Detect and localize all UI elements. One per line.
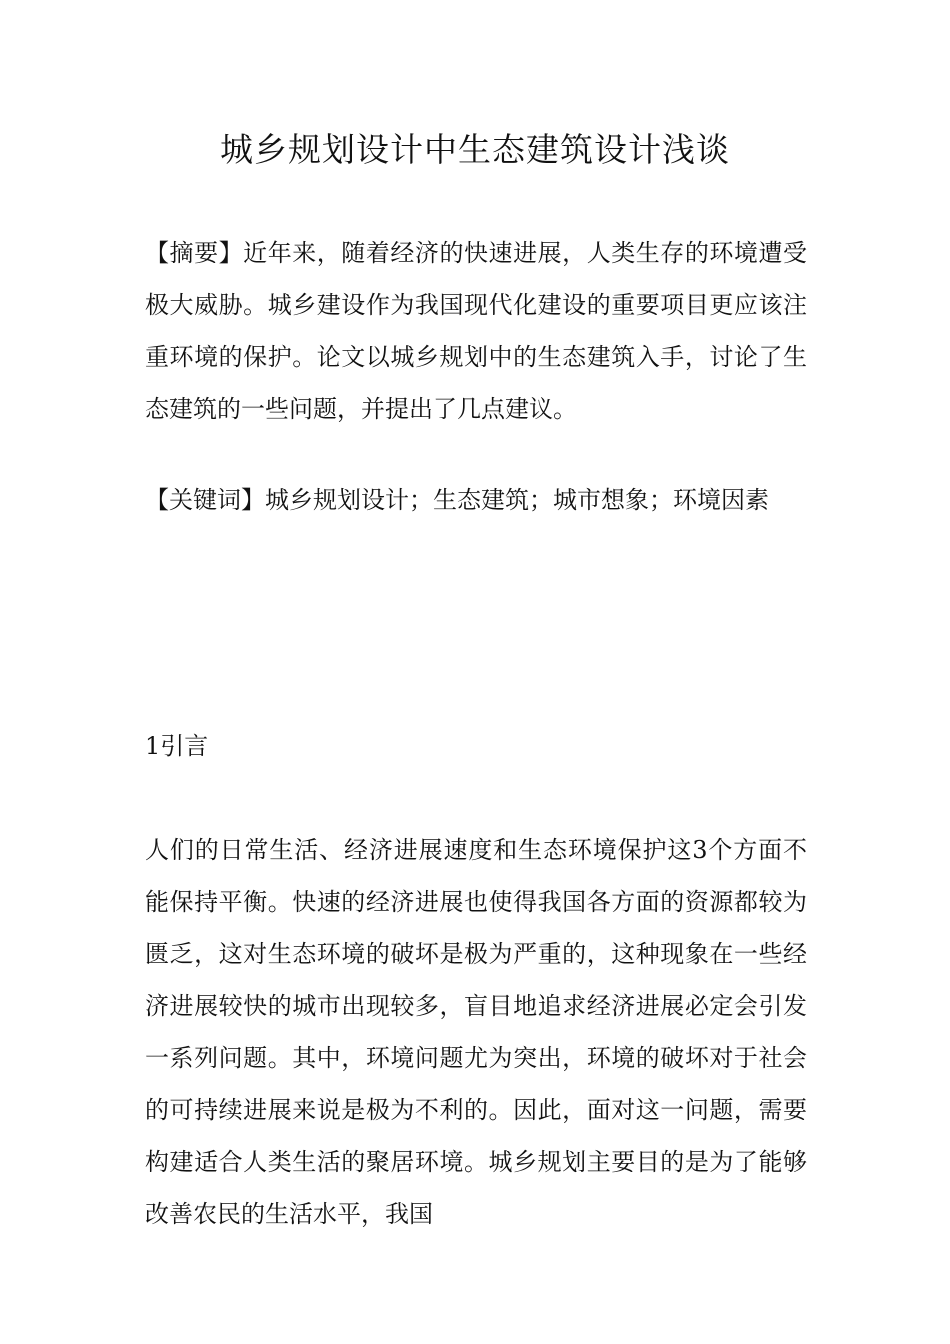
keywords-paragraph: 【关键词】城乡规划设计；生态建筑；城市想象；环境因素 <box>145 486 769 514</box>
section-heading: 1引言 <box>145 732 209 760</box>
abstract-paragraph: 【摘要】近年来，随着经济的快速进展，人类生存的环境遭受极大威胁。城乡建设作为我国现代化建设的重要项目更应该注重环境的保护。论文以城乡规划中的生态建筑入手，讨论了生态建筑的一些问题，并提出了几点建议。 <box>145 239 807 423</box>
document-title: 城乡规划设计中生态建筑设计浅谈 <box>220 130 730 169</box>
body-paragraph: 人们的日常生活、经济进展速度和生态环境保护这3个方面不能保持平衡。快速的经济进展也使得我国各方面的资源都较为匮乏，这对生态环境的破坏是极为严重的，这种现象在一些经济进展较快的城市出现较多，盲目地追求经济进展必定会引发一系列问题。其中，环境问题尤为突出，环境的破坏对于社会的可持续进展来说是极为不利的。因此，面对这一问题，需要构建适合人类生活的聚居环境。城乡规划主要目的是为了能够改善农民的生活水平，我国 <box>145 836 807 1228</box>
